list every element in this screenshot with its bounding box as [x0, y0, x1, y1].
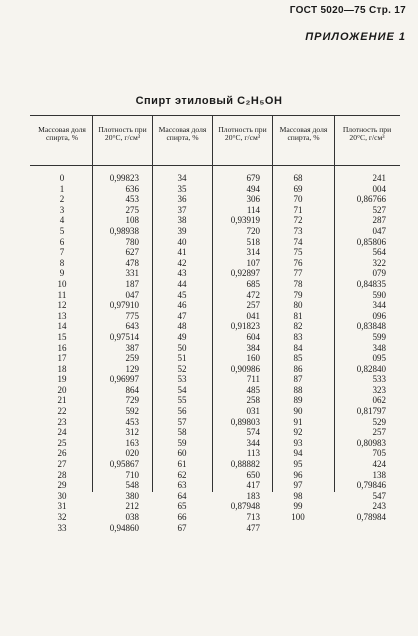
fraction-cell: 80	[293, 300, 303, 311]
fraction-column	[50, 173, 74, 533]
density-cell: 547	[372, 490, 386, 501]
fraction-cell: 34	[177, 173, 187, 183]
density-cell: 0,78984	[356, 512, 386, 522]
density-cell: 038	[125, 512, 139, 522]
fraction-cell: 96	[293, 469, 303, 480]
fraction-cell: 39	[177, 225, 187, 236]
density-cell: 108	[125, 215, 139, 226]
density-cell: 0,85806	[356, 236, 386, 247]
density-cell: 636	[125, 183, 139, 194]
density-cell: 0,95867	[109, 459, 139, 470]
density-cell: 0,84835	[356, 278, 386, 289]
fraction-cell: 77	[293, 268, 303, 279]
fraction-cell: 14	[57, 321, 67, 332]
density-cell: 322	[372, 257, 386, 268]
fraction-cell: 81	[293, 310, 303, 321]
fraction-cell: 58	[177, 427, 187, 438]
column-divider	[334, 115, 335, 492]
fraction-cell: 37	[177, 204, 187, 215]
density-cell: 041	[246, 310, 260, 321]
fraction-cell: 94	[293, 448, 303, 459]
fraction-cell: 95	[293, 459, 303, 470]
fraction-cell: 87	[293, 374, 303, 385]
fraction-cell: 20	[57, 384, 67, 395]
density-cell: 780	[125, 236, 139, 247]
fraction-cell: 53	[177, 374, 187, 385]
density-cell: 424	[372, 459, 386, 470]
fraction-cell: 22	[57, 406, 67, 417]
fraction-cell: 59	[177, 437, 187, 448]
fraction-cell: 55	[177, 395, 187, 406]
fraction-cell: 45	[177, 289, 187, 300]
fraction-cell: 57	[177, 416, 187, 427]
fraction-column	[286, 173, 310, 523]
fraction-cell: 15	[57, 331, 67, 342]
density-cell: 0,82840	[356, 363, 386, 374]
density-cell: 331	[125, 268, 139, 279]
fraction-cell: 24	[57, 427, 67, 438]
fraction-cell: 75	[293, 247, 303, 258]
density-cell: 312	[125, 427, 139, 438]
fraction-cell: 1	[59, 183, 65, 194]
density-cell: 243	[372, 501, 386, 512]
fraction-cell: 4	[59, 215, 65, 226]
density-cell: 259	[125, 353, 139, 364]
column-divider	[272, 115, 273, 492]
density-cell: 047	[125, 289, 139, 300]
fraction-cell: 84	[293, 342, 303, 353]
density-cell: 864	[125, 384, 139, 395]
density-cell: 0,88882	[230, 459, 260, 470]
fraction-cell: 52	[177, 363, 187, 374]
density-cell: 0,90986	[230, 363, 260, 374]
fraction-cell: 73	[293, 225, 303, 236]
density-cell: 0,91823	[230, 321, 260, 332]
fraction-cell: 23	[57, 416, 67, 427]
density-header: Плотность при 20°С, г/см³	[98, 125, 147, 142]
fraction-cell: 86	[293, 363, 303, 374]
fraction-cell: 44	[177, 278, 187, 289]
density-cell: 564	[372, 247, 386, 258]
fraction-cell: 82	[293, 321, 303, 332]
density-cell: 713	[246, 512, 260, 522]
density-cell: 775	[125, 310, 139, 321]
density-cell: 599	[372, 331, 386, 342]
fraction-cell: 63	[177, 480, 187, 491]
density-cell: 0,80983	[356, 437, 386, 448]
fraction-cell: 62	[177, 469, 187, 480]
density-cell: 0,99823	[109, 173, 139, 183]
fraction-cell: 97	[293, 480, 303, 491]
fraction-cell: 100	[291, 512, 305, 522]
fraction-cell: 31	[57, 501, 67, 512]
density-cell: 643	[125, 321, 139, 332]
fraction-cell: 6	[59, 236, 65, 247]
density-cell: 650	[246, 469, 260, 480]
density-cell: 548	[125, 480, 139, 491]
fraction-cell: 54	[177, 384, 187, 395]
fraction-header: Массовая доля спирта, %	[279, 125, 328, 142]
fraction-cell: 83	[293, 331, 303, 342]
density-cell: 096	[372, 310, 386, 321]
fraction-cell: 7	[59, 247, 65, 258]
density-cell: 380	[125, 490, 139, 501]
density-cell: 275	[125, 204, 139, 215]
density-cell: 387	[125, 342, 139, 353]
fraction-cell: 27	[57, 459, 67, 470]
fraction-cell: 13	[57, 310, 67, 321]
table-top-rule	[30, 115, 400, 116]
density-header: Плотность при 20°С, г/см³	[342, 125, 392, 142]
fraction-cell: 29	[57, 480, 67, 491]
fraction-cell: 49	[177, 331, 187, 342]
fraction-cell: 56	[177, 406, 187, 417]
density-cell: 0,92897	[230, 268, 260, 279]
fraction-cell: 76	[293, 257, 303, 268]
density-cell: 0,89803	[230, 416, 260, 427]
density-cell: 0,79846	[356, 480, 386, 491]
density-cell: 485	[246, 384, 260, 395]
density-cell: 627	[125, 247, 139, 258]
density-cell: 212	[125, 501, 139, 512]
fraction-cell: 5	[59, 225, 65, 236]
density-cell: 031	[246, 406, 260, 417]
density-cell: 0,98938	[109, 225, 139, 236]
density-cell: 0,87948	[230, 501, 260, 512]
fraction-cell: 26	[57, 448, 67, 459]
density-cell: 518	[246, 236, 260, 247]
fraction-cell: 10	[57, 278, 67, 289]
density-cell: 533	[372, 374, 386, 385]
density-cell: 138	[372, 469, 386, 480]
density-cell: 163	[125, 437, 139, 448]
density-cell: 0,94860	[109, 522, 139, 533]
fraction-cell: 32	[57, 512, 67, 522]
fraction-cell: 16	[57, 342, 67, 353]
fraction-cell: 41	[177, 247, 187, 258]
density-cell: 0,86766	[356, 194, 386, 205]
fraction-cell: 64	[177, 490, 187, 501]
fraction-header: Массовая доля спирта, %	[38, 125, 86, 142]
appendix-label: ПРИЛОЖЕНИЕ 1	[305, 31, 406, 43]
density-cell: 685	[246, 278, 260, 289]
fraction-cell: 47	[177, 310, 187, 321]
density-cell: 720	[246, 225, 260, 236]
fraction-cell: 19	[57, 374, 67, 385]
fraction-cell: 3	[59, 204, 65, 215]
fraction-cell: 69	[293, 183, 303, 194]
fraction-cell: 50	[177, 342, 187, 353]
density-cell: 0,97910	[109, 300, 139, 311]
column-divider	[212, 115, 213, 492]
density-cell: 047	[372, 225, 386, 236]
density-cell: 0,81797	[356, 406, 386, 417]
fraction-cell: 2	[59, 194, 65, 205]
density-cell: 384	[246, 342, 260, 353]
page-header: ГОСТ 5020—75 Стр. 17	[289, 5, 406, 16]
fraction-cell: 40	[177, 236, 187, 247]
density-header: Плотность при 20°С, г/см³	[218, 125, 267, 142]
fraction-cell: 98	[293, 490, 303, 501]
fraction-cell: 0	[59, 173, 65, 183]
density-cell: 417	[246, 480, 260, 491]
density-cell: 107	[246, 257, 260, 268]
fraction-cell: 9	[59, 268, 65, 279]
density-cell: 494	[246, 183, 260, 194]
fraction-cell: 90	[293, 406, 303, 417]
fraction-cell: 88	[293, 384, 303, 395]
density-cell: 257	[246, 300, 260, 311]
fraction-cell: 99	[293, 501, 303, 512]
fraction-cell: 79	[293, 289, 303, 300]
density-cell: 314	[246, 247, 260, 258]
density-cell: 183	[246, 490, 260, 501]
fraction-cell: 30	[57, 490, 67, 501]
fraction-cell: 93	[293, 437, 303, 448]
density-cell: 0,83848	[356, 321, 386, 332]
fraction-cell: 78	[293, 278, 303, 289]
density-cell: 477	[246, 522, 260, 533]
density-cell: 257	[372, 427, 386, 438]
density-cell: 590	[372, 289, 386, 300]
density-cell: 306	[246, 194, 260, 205]
fraction-cell: 67	[177, 522, 187, 533]
density-cell: 020	[125, 448, 139, 459]
density-cell: 323	[372, 384, 386, 395]
density-cell: 453	[125, 416, 139, 427]
fraction-cell: 91	[293, 416, 303, 427]
fraction-cell: 60	[177, 448, 187, 459]
density-cell: 729	[125, 395, 139, 406]
fraction-cell: 43	[177, 268, 187, 279]
fraction-cell: 65	[177, 501, 187, 512]
density-cell: 287	[372, 215, 386, 226]
fraction-cell: 21	[57, 395, 67, 406]
fraction-cell: 28	[57, 469, 67, 480]
fraction-cell: 25	[57, 437, 67, 448]
fraction-cell: 35	[177, 183, 187, 194]
fraction-cell: 51	[177, 353, 187, 364]
fraction-cell: 42	[177, 257, 187, 268]
density-cell: 478	[125, 257, 139, 268]
density-cell: 710	[125, 469, 139, 480]
fraction-cell: 71	[293, 204, 303, 215]
fraction-cell: 17	[57, 353, 67, 364]
density-cell: 348	[372, 342, 386, 353]
density-cell: 0,96997	[109, 374, 139, 385]
fraction-cell: 8	[59, 257, 65, 268]
density-cell: 079	[372, 268, 386, 279]
fraction-cell: 72	[293, 215, 303, 226]
density-cell: 705	[372, 448, 386, 459]
density-cell: 062	[372, 395, 386, 406]
column-divider	[152, 115, 153, 492]
density-cell: 114	[246, 204, 260, 215]
density-cell: 113	[246, 448, 260, 459]
fraction-cell: 46	[177, 300, 187, 311]
density-cell: 0,97514	[109, 331, 139, 342]
density-cell: 604	[246, 331, 260, 342]
density-cell: 472	[246, 289, 260, 300]
fraction-cell: 85	[293, 353, 303, 364]
density-cell: 529	[372, 416, 386, 427]
fraction-column	[170, 173, 194, 533]
column-divider	[92, 115, 93, 492]
density-cell: 187	[125, 278, 139, 289]
fraction-cell: 70	[293, 194, 303, 205]
density-cell: 592	[125, 406, 139, 417]
fraction-cell: 74	[293, 236, 303, 247]
fraction-cell: 48	[177, 321, 187, 332]
fraction-cell: 92	[293, 427, 303, 438]
density-cell: 527	[372, 204, 386, 215]
density-cell: 344	[246, 437, 260, 448]
density-cell: 129	[125, 363, 139, 374]
fraction-cell: 66	[177, 512, 187, 522]
density-cell: 258	[246, 395, 260, 406]
density-cell: 0,93919	[230, 215, 260, 226]
density-cell: 160	[246, 353, 260, 364]
density-cell: 344	[372, 300, 386, 311]
density-cell: 679	[246, 173, 260, 183]
fraction-header: Массовая доля спирта, %	[158, 125, 207, 142]
density-cell: 095	[372, 353, 386, 364]
table-title: Спирт этиловый C₂H₅OH	[135, 95, 283, 107]
density-cell: 711	[246, 374, 260, 385]
fraction-cell: 12	[57, 300, 67, 311]
density-column	[94, 173, 139, 533]
table-header-rule	[30, 165, 400, 166]
density-column	[214, 173, 260, 533]
fraction-cell: 89	[293, 395, 303, 406]
density-cell: 241	[372, 173, 386, 183]
density-cell: 004	[372, 183, 386, 194]
fraction-cell: 33	[57, 522, 67, 533]
density-cell: 453	[125, 194, 139, 205]
fraction-cell: 68	[293, 173, 303, 183]
fraction-cell: 36	[177, 194, 187, 205]
density-column	[336, 173, 386, 523]
fraction-cell: 11	[57, 289, 67, 300]
fraction-cell: 18	[57, 363, 67, 374]
fraction-cell: 38	[177, 215, 187, 226]
fraction-cell: 61	[177, 459, 187, 470]
density-cell: 574	[246, 427, 260, 438]
